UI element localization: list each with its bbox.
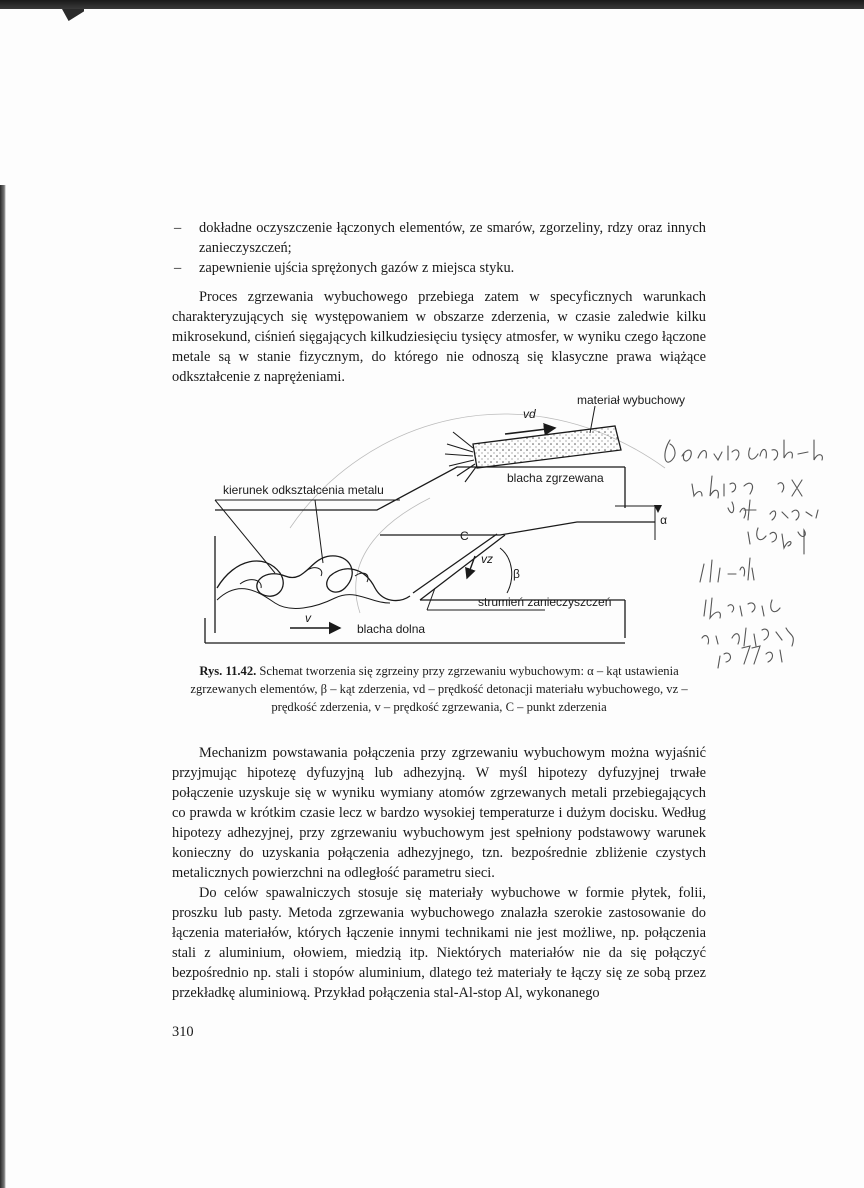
paragraph-applications: Do celów spawalniczych stosuje się materiały wybuchowe w formie płytek, folii, proszku lub pasty. Metoda zgrzewania wybuchowego znalazła szerokie zastosowanie do łączenia materiałów, których łączenie innymi technikami nie jest możliwe, np. połączenia stali z aluminium, ołowiem, miedzią itp. Niektórych materiałów nie da się połączyć bezpośrednio np. stali i stopów aluminium, dlatego też materiały te łączy się ze sobą przez przekładkę aluminiową. Przykład połączenia stal-Al-stop Al, wykonanego (172, 885, 706, 1001)
label-vz: vz (481, 552, 493, 566)
bullet-text: dokładne oczyszczenie łączonych elementów, ze smarów, zgorzeliny, rdzy oraz innych zanieczyszczeń; (199, 220, 706, 256)
label-beta: β (513, 567, 520, 581)
label-bottom-plate: blacha dolna (357, 622, 426, 636)
paragraph-mechanism: Mechanizm powstawania połączenia przy zgrzewaniu wybuchowym można wyjaśnić przyjmując hipotezę dyfuzyjną lub adhezyjną. W myśl hipotezy dyfuzyjnej trwałe połączenie uzyskuje się w wyniku wymiany atomów zgrzewanych metali przebiegających co prawda w krótkim czasie lecz w bardzo wysokiej temperaturze i dużym docisku. Według hipotezy adhezyjnej, przy zgrzewaniu wybuchowym jest spełniony podstawowy warunek konieczny do uzyskania połączenia adhezyjnego, tzn. bezpośrednie zbliżenie czystych metalicznych powierzchni na odległość parametru sieci. (172, 745, 706, 881)
figure-caption (172, 662, 706, 716)
label-contaminant-jet: strumień zanieczyszczeń (478, 595, 612, 609)
label-explosive: materiał wybuchowy (577, 393, 686, 407)
label-welded-plate: blacha zgrzewana (507, 471, 604, 485)
bullet-item (172, 258, 706, 278)
page-number: 310 (172, 1024, 194, 1040)
bullet-text: zapewnienie ujścia sprężonych gazów z miejsca styku. (199, 260, 515, 276)
label-alpha: α (660, 513, 667, 527)
label-collision-point: C (460, 529, 469, 543)
bullet-item (172, 218, 706, 258)
handwritten-note (632, 440, 860, 670)
upper-plate-bottom (380, 522, 655, 535)
label-deformation-direction: kierunek odkształcenia metalu (223, 483, 384, 497)
label-v: v (305, 611, 311, 625)
wave-interface (217, 556, 410, 601)
scan-top-edge (0, 0, 864, 9)
caption-text: Schemat tworzenia się zgrzeiny przy zgrzewaniu wybuchowym: α – kąt ustawienia zgrzewanych elementów, β – kąt zderzenia, vd – prędkość detonacji materiału wybuchowego, vz – prędkość zderzenia, v – prędkość zgrzewania, C – punkt zderzenia (190, 664, 688, 714)
bullet-marker: – (174, 220, 182, 236)
scan-left-edge (0, 185, 6, 1188)
explosive-charge (473, 426, 621, 468)
explosive-welding-diagram (195, 388, 686, 658)
caption-label: Rys. 11.42. (199, 664, 257, 678)
label-vd: vd (523, 407, 536, 421)
paragraph-process: Proces zgrzewania wybuchowego przebiega zatem w specyficznych warunkach charakteryzujących się występowaniem w obszarze zderzenia, w czasie zaledwie kilku mikrosekund, ciśnień sięgających kilkudziesięciu tysięcy atmosfer, w wyniku czego łączone metale są w stanie fizycznym, do którego nie odnoszą się klasyczne prawa wiążące odkształcenie z naprężeniami. (172, 289, 706, 385)
scan-corner-mark (62, 9, 84, 21)
bullet-marker: – (174, 260, 182, 276)
bullet-list (172, 218, 706, 278)
